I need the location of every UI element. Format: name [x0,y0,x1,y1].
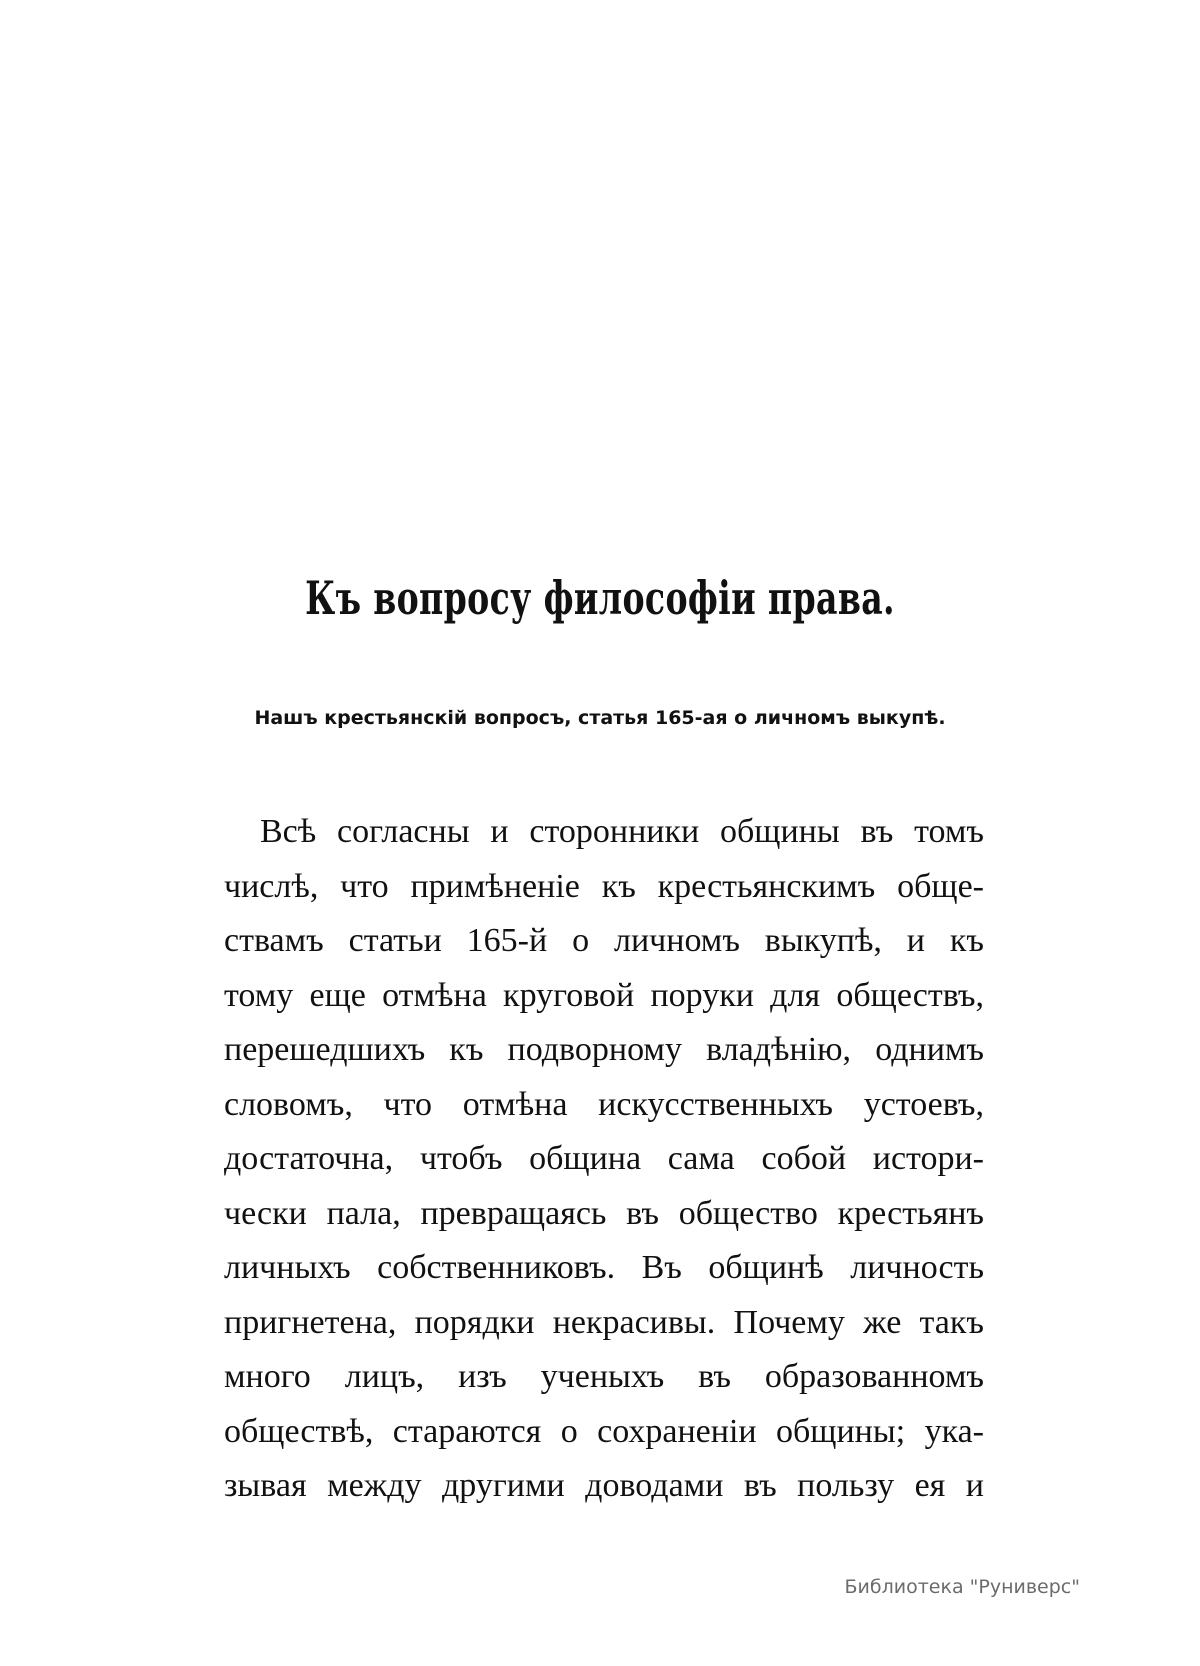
paragraph-line: тому еще отмѣна круговой поруки для обществъ, [224,976,984,1014]
paragraph-line: много лицъ, изъ ученыхъ въ образованномъ [224,1358,984,1395]
paragraph-line: личныхъ собственниковъ. Въ общинѣ личность [224,1249,984,1286]
paragraph-line: достаточна, чтобъ община сама собой истори- [224,1140,984,1177]
document-title: Къ вопросу философіи права. [305,571,895,625]
paragraph-line: ствамъ статьи 165-й о личномъ выкупѣ, и къ [224,922,984,959]
paragraph-line: зывая между другими доводами въ пользу ея и [224,1467,984,1504]
paragraph-line: пригнетена, порядки некрасивы. Почему же такъ [224,1303,984,1341]
paragraph-line: числѣ, что примѣненіе къ крестьянскимъ обще- [224,867,984,905]
body-paragraph [224,805,984,1514]
paragraph-line: словомъ, что отмѣна искусственныхъ устоевъ, [224,1085,984,1123]
document-subtitle: Нашъ крестьянскій вопросъ, статья 165-ая о личномъ выкупѣ. [254,707,946,729]
library-watermark: Библиотека "Руниверс" [844,1576,1080,1598]
paragraph-line: чески пала, превращаясь въ общество крестьянъ [224,1194,984,1232]
paragraph-line: обществѣ, стараются о сохраненіи общины; ука- [224,1412,984,1450]
paragraph-line: перешедшихъ къ подворному владѣнію, однимъ [224,1031,984,1068]
paragraph-line: Всѣ согласны и сторонники общины въ томъ [260,813,984,850]
